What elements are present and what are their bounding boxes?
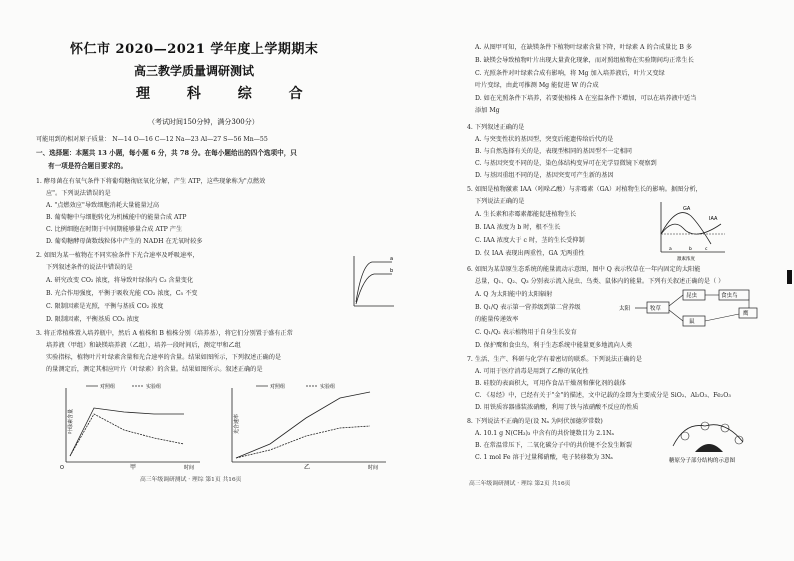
section-heading-cont: 有一项是符合题目要求的。 <box>48 162 128 170</box>
q3-option-c: C. 光照条件对叶绿素合成有影响，将 Mg 加入培养液后，叶片又变绿 <box>475 70 665 77</box>
exam-time-note: （考试时间150分钟，满分300分） <box>148 118 259 126</box>
series-experiment <box>70 414 184 456</box>
q3-line: 3. 将正常植株置入培养瓶中，然后 A 植株和 B 植株分别（培养基），将它们分别置于盛有正常 <box>36 330 293 337</box>
node-rat: 鼠 <box>689 319 695 325</box>
tick-b: b <box>689 247 692 252</box>
x-axis-label: 时间 <box>368 465 379 470</box>
curve-iaa <box>661 224 721 234</box>
origin-label: O <box>60 465 64 470</box>
legend-control: 对照组 <box>100 384 116 390</box>
curve-label-a: a <box>390 256 394 262</box>
q4-option-c: C. 与基因突变不同的是，染色体结构变异可在光学显微镜下观察到 <box>475 160 657 167</box>
q3-option-b: B. 缺镁会导致植物叶片出现大量黄化现象，而对照组植物在实验期间均正常生长 <box>475 57 694 64</box>
curve-label-b: b <box>390 268 394 274</box>
legend-control: 对照组 <box>270 384 286 390</box>
q1-option-a: A. "点燃效应"导致细胞消耗大量能量过高 <box>46 202 160 209</box>
q1-line: 1. 酵母菌在有氧气条件下将葡萄糖彻底氧化分解，产生 ATP，这些现象称为"点燃效 <box>36 178 266 185</box>
section-heading: 一、选择题：本题共 13 小题，每小题 6 分，共 78 分。在每小题给出的四个选项中，只 <box>36 149 297 157</box>
q5-option-b: B. IAA 浓度为 b 时，根不生长 <box>475 224 561 231</box>
core-shape <box>695 444 723 452</box>
q8-option-b: B. 在常温常压下，二氧化碳分子中的共价键不会发生断裂 <box>475 442 632 449</box>
q1-line: 应"。下列说法错误的是 <box>46 190 111 197</box>
molecule-chain <box>673 425 743 446</box>
tick-c: c <box>705 247 708 252</box>
series-control <box>70 408 184 456</box>
chart-caption: 甲 <box>130 464 137 470</box>
q7-stem: 7. 生活、生产、科研与化学有着密切的联系。下列说法正确的是 <box>467 356 642 363</box>
q2-option-c: C. 限制因素是光照，平衡与基质 CO₂ 浓度 <box>46 303 164 310</box>
node-bird: 食虫鸟 <box>721 293 738 299</box>
q4-option-a: A. 与突变性状的基因型，突变后能遗传给后代的是 <box>475 136 614 143</box>
q7-option-d: D. 用铁质容器盛装浓硝酸，利用了铁与浓硝酸不反应的性质 <box>475 404 639 411</box>
q3-line: 培养液（甲组）和缺镁培养液（乙组），培养一段时间后，测定甲和乙组 <box>46 342 241 349</box>
q1-option-d: D. 葡萄糖酵母菌数线粒体中产生的 NADH 在无氧时较多 <box>46 238 203 245</box>
q5-hormone-chart <box>655 198 727 262</box>
q4-stem: 4. 下列叙述正确的是 <box>467 124 525 131</box>
q2-option-a: A. 研究改变 CO₂ 浓度，将导致叶绿体内 C₃ 含量变化 <box>46 277 194 284</box>
q8-stem: 8. 下列说法不正确的是(设 Nₐ 为阿伏加德罗常数) <box>467 418 603 425</box>
label-iaa: IAA <box>709 216 718 222</box>
series-experiment <box>236 426 370 458</box>
exam-subtitle: 高三教学质量调研测试 <box>134 64 255 78</box>
q3-option-c-cont: 叶片变绿，由此可推测 Mg 能促进 W 的合成 <box>475 82 599 89</box>
q6-option-b: B. Q₁/Q 表示第一营养级到第二营养级 <box>475 304 581 311</box>
q7-option-c: C. 《易经》中，已经有关于"金"的描述，文中记载的金即为主要成分是 SiO₂、Al₂O₃、Fe₂O₃ <box>475 392 731 399</box>
q3-chart-jia <box>44 378 204 470</box>
q3-line: 实验指标，植物叶片叶绿素含量和光合速率的含量。结果如图所示，下列叙述正确的是 <box>46 354 282 361</box>
q2-option-d: D. 限制因素，平衡基质 CO₂ 浓度 <box>46 316 139 323</box>
q3-line: 的量测定后，测定其相应叶片（叶绿素）的含量。结果如图所示。叙述正确的是 <box>46 366 263 373</box>
q5-stem: 5. 如图是植物激素 IAA（吲哚乙酸）与赤霉素（GA）对植物生长的影响。据图分析， <box>467 186 702 193</box>
scan-edge-mark <box>787 270 792 284</box>
q2-line: 2. 如图为某一植物在不同实验条件下光合速率及呼吸速率， <box>36 252 199 259</box>
q8-structure-diagram <box>665 412 755 464</box>
curve-a <box>356 262 392 302</box>
q1-option-b: B. 葡萄糖中与细胞转化为机械能中的能量合成 ATP <box>46 214 187 221</box>
q1-option-c: C. 比例细胞在时期于中间期能够量合成 ATP 产生 <box>46 226 183 233</box>
q3-option-d-cont: 添加 Mg <box>475 107 500 114</box>
node-sun: 太阳 <box>619 306 631 312</box>
ring-node <box>681 432 689 440</box>
node-hawk: 鹰 <box>743 311 749 317</box>
q7-option-b: B. 硅胶的表面积大，可用作食品干燥剂和催化剂的载体 <box>475 380 626 387</box>
q3-option-a: A. 从图甲可知，在缺镁条件下植物叶绿素含量下降，叶绿素 A 的合成量比 B 多 <box>475 44 693 51</box>
q8-option-a: A. 10.1 g N(CH₃)₃ 中含有的共价键数目为 2.1Nₐ <box>475 430 614 437</box>
q3-option-d: D. 如在光照条件下培养，若要使植株 A 在室温条件下增加，可以在培养液中适当 <box>475 95 697 102</box>
q3-chart-yi <box>210 378 390 470</box>
flow-arrow <box>669 295 683 306</box>
q2-option-b: B. 光合作用强度，平衡于吸收光能 CO₂ 浓度，C₅ 不变 <box>46 290 198 297</box>
page-footer-left: 高三年级调研测试 · 理综 第1页 共16页 <box>140 477 242 483</box>
q6-stem-cont: 总量，Q₁、Q₂、Q₃ 分别表示流入昆虫、鸟类、鼠体内的能量。下列有关叙述正确的是（ ） <box>475 278 725 285</box>
q6-energy-flow-diagram <box>619 286 769 332</box>
q8-option-c: C. 1 mol Fe 溶于过量稀硝酸，电子转移数为 3Nₐ <box>475 454 613 461</box>
q6-stem: 6. 如图为某草原生态系统的能量流动示意图，图中 Q 表示牧草在一年内固定的太阳能 <box>467 266 701 273</box>
diagram-caption: 糖原分子部分结构的示意图 <box>669 458 736 464</box>
label-ga: GA <box>683 206 691 212</box>
q6-option-d: D. 保护鹰和食虫鸟，利于生态系统中能量更多地流向人类 <box>475 342 633 349</box>
q7-option-a: A. 可用于医疗消毒是用到了乙醇的氧化性 <box>475 368 589 375</box>
q2-line: 下列叙述条件的说法中错误的是 <box>46 264 133 271</box>
right-column <box>397 0 794 561</box>
page-footer-right: 高三年级调研测试 · 理综 第2页 共16页 <box>469 481 571 487</box>
legend-experiment: 实验组 <box>320 384 336 390</box>
q6-option-b-cont: 的能量传递效率 <box>475 316 519 323</box>
tick-a: a <box>669 247 672 252</box>
ring-node <box>721 424 729 432</box>
q6-option-c: C. Q₁/Q₂ 表示植物用于自身生长发育 <box>475 329 577 336</box>
node-insect: 昆虫 <box>686 293 698 299</box>
x-axis-label: 时间 <box>184 465 195 470</box>
q4-option-d: D. 与基因重组不同的是，基因突变可产生新的基因 <box>475 172 614 179</box>
q5-option-d: D. 仅 IAA 表现出两重性，GA 无两重性 <box>475 250 585 257</box>
series-control <box>236 392 370 458</box>
chart-caption: 乙 <box>304 464 311 470</box>
flow-arrow <box>705 314 739 321</box>
y-axis-label: 光合速率 <box>234 413 240 434</box>
atomic-mass-line: 可能用到的相对原子质量： N—14 O—16 C—12 Na—23 Al—27 S—56 Mn—55 <box>36 136 268 143</box>
legend-experiment: 实验组 <box>146 384 162 390</box>
x-axis-label: 激素浓度 <box>677 257 695 262</box>
exam-title: 怀仁市 2020—2021 学年度上学期期末 <box>70 42 319 57</box>
q5-stem-cont: 下列说法正确的是 <box>475 198 525 205</box>
exam-subject: 理 科 综 合 <box>136 86 319 102</box>
curve-ga <box>661 213 711 244</box>
q6-option-a: A. Q 为太阳能中的太阳辐射 <box>475 291 553 298</box>
q4-option-b: B. 与自然选择有关的是，表现型相同的基因型不一定相同 <box>475 148 632 155</box>
y-axis-label: 叶绿素含量 <box>68 408 74 434</box>
q5-option-a: A. 生长素和赤霉素都能促进植物生长 <box>475 211 577 218</box>
q2-curve-chart <box>348 252 396 310</box>
node-pasture: 牧草 <box>650 306 662 312</box>
flow-arrow <box>669 310 683 321</box>
q5-option-c: C. IAA 浓度大于 c 时，茎的生长受抑制 <box>475 237 585 244</box>
